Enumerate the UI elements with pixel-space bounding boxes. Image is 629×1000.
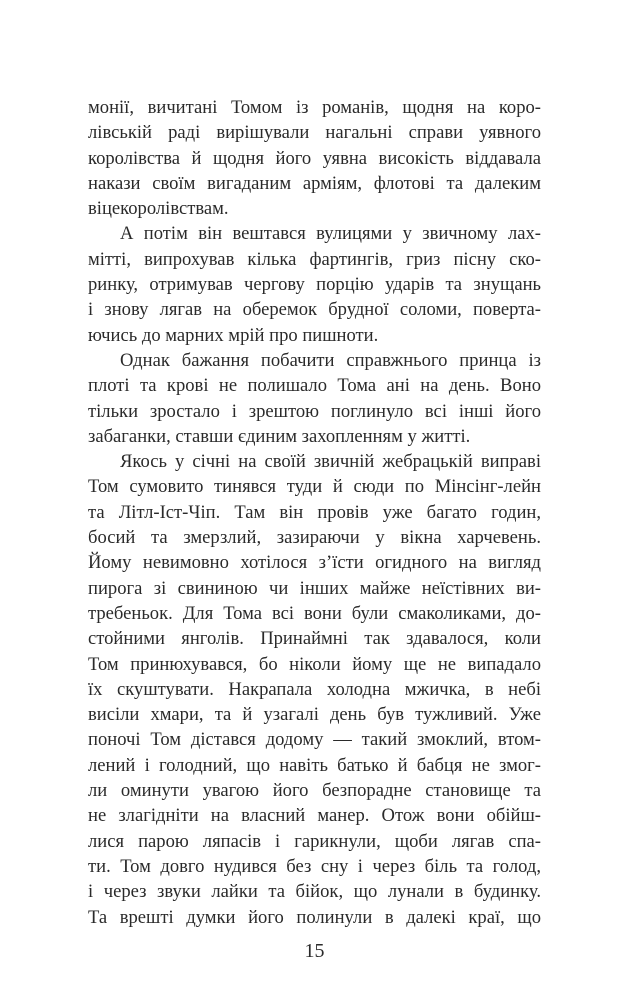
paragraph <box>88 449 541 930</box>
text-line: їх скуштувати. Накрапала холодна мжичка, в небі <box>88 678 541 700</box>
paragraph <box>88 348 541 449</box>
text-line: Та врешті думки його полинули в далекі краї, що <box>88 906 541 928</box>
text-line: Том принюхувався, бо ніколи йому ще не випадало <box>88 653 541 675</box>
text-line: мітті, випрохував кілька фартингів, гриз пісну ско- <box>88 248 541 270</box>
text-line: поночі Том дістався додому — такий змоклий, втом- <box>88 729 541 751</box>
text-line: лівській раді вирішували нагальні справи уявного <box>88 122 541 144</box>
text-line: босий та змерзлий, зазираючи у вікна харчевень. <box>88 527 541 549</box>
text-line: Йому невимовно хотілося з’їсти огидного на вигляд <box>88 552 541 574</box>
text-line: накази своїм вигаданим арміям, флотові та далеким <box>88 172 541 194</box>
text-line: А потім він вештався вулицями у звичному лах- <box>120 223 541 245</box>
text-line: та Літл-Іст-Чіп. Там він провів уже багато годин, <box>88 501 541 523</box>
text-line: лений і голодний, що навіть батько й бабця не змог- <box>88 754 541 776</box>
text-line: тільки зростало і зрештою поглинуло всі інші його <box>88 400 541 422</box>
text-line: пирога зі свининою чи інших майже неїстівних ви- <box>88 577 541 599</box>
text-line: лися парою ляпасів і гарикнули, щоби лягав спа- <box>88 830 541 852</box>
text-line: Том сумовито тинявся туди й сюди по Мінсінг-лейн <box>88 476 541 498</box>
text-line: віцекоролівствам. <box>88 198 229 220</box>
text-line: Однак бажання побачити справжнього принца із <box>120 349 541 371</box>
text-line: ринку, отримував чергову порцію ударів та знущань <box>88 274 541 296</box>
text-line: королівства й щодня його уявна високість віддавала <box>88 147 541 169</box>
paragraph <box>88 221 541 347</box>
paragraph <box>88 95 541 221</box>
text-line: ючись до марних мрій про пишноти. <box>88 324 379 346</box>
body-text <box>88 95 541 930</box>
text-line: плоті та крові не полишало Тома ані на день. Воно <box>88 375 541 397</box>
text-line: монії, вичитані Томом із романів, щодня на коро- <box>88 97 541 118</box>
text-line: требеньок. Для Тома всі вони були смаколиками, до- <box>88 602 541 624</box>
text-line: і через звуки лайки та бійок, що лунали в будинку. <box>88 881 541 903</box>
page-number: 15 <box>304 940 325 962</box>
text-line: забаганки, ставши єдиним захопленням у житті. <box>88 425 471 447</box>
text-line: ли оминути увагою його безпорадне становище та <box>88 780 541 802</box>
text-line: Якось у січні на своїй звичній жебрацькій виправі <box>120 451 541 473</box>
text-line: і знову лягав на оберемок брудної соломи, поверта- <box>88 299 541 321</box>
text-line: не злагідніти на власний манер. Отож вони обійш- <box>88 805 541 827</box>
text-line: висіли хмари, та й узагалі день був тужливий. Уже <box>88 704 541 726</box>
text-line: ти. Том довго нудився без сну і через біль та голод, <box>88 855 541 877</box>
text-line: стойними янголів. Принаймні так здавалося, коли <box>88 628 541 650</box>
